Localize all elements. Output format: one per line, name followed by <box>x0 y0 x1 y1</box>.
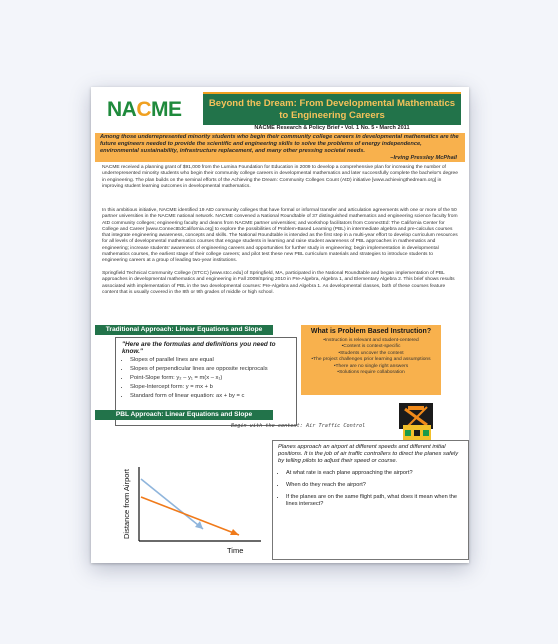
formula-list <box>116 356 296 401</box>
question-item: • At what rate is each plane approaching the airport? <box>286 470 463 477</box>
pbi-box <box>301 325 441 395</box>
pbl-caption: Begin with the context: Air Traffic Control <box>231 423 366 429</box>
pbi-list <box>301 338 441 376</box>
nacme-logo: NACME <box>107 98 182 121</box>
paragraph: Springfield Technical Community College (STCC) [www.stcc.edu] of Springfield, MA, participated in the National Roundtable and began implementation of PBL approaches in developmental mathematics and engineering in Fall 2009/Spring 2010 in Pre-Algebra, Algebra 1, and Elementary Algebra 2. This brief shows results associated with implementation of PBL in the two developmental courses: Pre-Algebra and Algebra 1. As developmental classes, both of these courses feature content that is usually covered in the 8th or 9th grades of middle or high school. <box>102 271 455 295</box>
question-item: • When do they reach the airport? <box>286 482 463 489</box>
document-page <box>91 87 469 563</box>
pbl-header: PBL Approach: Linear Equations and Slope <box>95 410 273 420</box>
page-title: Beyond the Dream: From Developmental Mathematics to Engineering Careers <box>208 98 456 121</box>
radar-icon <box>403 425 431 441</box>
formula-item: • Point-Slope form: y₂ – y₁ = m(x – x₁) <box>130 374 296 383</box>
quote-author: –Irving Pressley McPhail <box>390 154 457 161</box>
pbi-item: •Solutions require collaboration <box>337 370 405 376</box>
graph-ylabel: Distance from Airport <box>122 468 131 540</box>
problem-intro: Planes approach an airport at different speeds and different initial positions. It is the job of air traffic controllers to direct the planes safely by telling pilots to adjust their speed or course. <box>278 444 459 465</box>
formula-item: • Slopes of perpendicular lines are opposite reciprocals <box>130 365 296 374</box>
quote-text: Among those underrepresented minority students who begin their community college careers in developmental mathematics are the future engineers needed to provide the scientific and engineering skills to solve the problems of energy independence, environmental sustainability, infrastructure replacement, and many other pressing societal needs. <box>100 134 459 155</box>
formula-item: • Standard form of linear equation: ax + by = c <box>130 392 296 401</box>
graph-xlabel: Time <box>227 546 244 555</box>
problem-box <box>272 440 469 560</box>
pbi-item: •There are no single right answers <box>333 363 409 369</box>
quote-box <box>95 133 465 162</box>
plane-line-blue <box>141 479 203 529</box>
title-bar <box>203 92 461 125</box>
formula-item: • Slope-Intercept form: y = mx + b <box>130 383 296 392</box>
plane-arrow-blue <box>195 521 203 529</box>
question-item: • If the planes are on the same flight path, what does it mean when the lines intersect? <box>286 494 463 508</box>
pbi-item: •Students uncover the content <box>338 350 404 356</box>
header <box>95 90 465 132</box>
question-list <box>278 470 463 508</box>
brief-subtitle: NACME Research & Policy Brief • Vol. 1 No. 5 • March 2011 <box>254 125 410 131</box>
formula-item: • Slopes of parallel lines are equal <box>130 356 296 365</box>
plane-line-orange <box>141 497 239 535</box>
traditional-header: Traditional Approach: Linear Equations and Slope <box>95 325 273 335</box>
formula-box-heading: "Here are the formulas and definitions you need to know." <box>122 341 276 355</box>
pbi-item: •The project challenges prior learning and assumptions <box>311 357 431 363</box>
pbi-title: What is Problem Based Instruction? <box>310 328 432 335</box>
pbi-item: •Instruction is relevant and student-centered <box>323 338 419 343</box>
paragraph: In this ambitious initiative, NACME identified 19 AtD community colleges that have formal or informal transfer and articulation agreements with one or more of the 50 partner universities in the NACME national network. NACME convened a National Roundtable of 37 distinguished mathematics and engineering science faculty from AtD community colleges; engineering faculty and deans from NACME partner universities; and workshop facilitators from ConnectEd: The California Center for College and Career [www.ConnectEdCalifornia.org] to explore the possibilities of Problem-Based Learning (PBL) in intermediate algebra and pre-calculus courses that integrate engineering awareness, concepts and skills. The National Roundtable is intended as the first step in a multi-year effort to develop curriculum resources for all levels of developmental mathematics courses that engage students in learning and raise student awareness of PBL approaches in mathematics and engineering; increase students' awareness of engineering careers and opportunities for further study in engineering; begin implementation in developmental mathematics courses, the earliest stage of their college careers; and pilot test these new PBL curriculum materials and strategies to introduce students to engineering careers at a group of leading two-year institutions. <box>102 208 458 264</box>
paragraph: NACME received a planning grant of $91,000 from the Lumina Foundation for Education in 2009 to develop a comprehensive plan for increasing the number of underrepresented minority students who begin their community college careers in developmental mathematics and later successfully complete the bachelor's degree in engineering. The plan builds on the seminal efforts of the Achieving the Dream: Community Colleges Count (AtD) initiative [www.achievingthedream.org] in improving student learning outcomes in developmental mathematics. <box>102 165 458 189</box>
distance-time-graph <box>111 459 271 559</box>
pbi-item: •Content is context-specific <box>341 344 401 350</box>
